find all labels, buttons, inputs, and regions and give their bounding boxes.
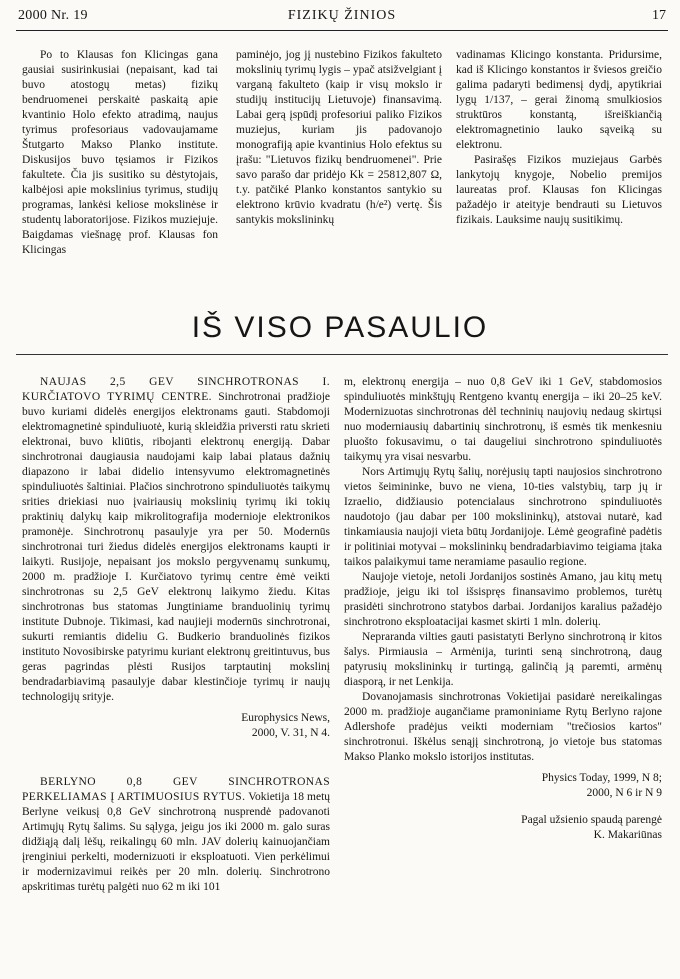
paragraph: Dovanojamasis sinchrotronas Vokietijai pasidarė nereikalingas 2000 m. pradžioje augančiame pramoniniame Rytų Berlyno rajone Adlershofe pradėjus veikti moderniam "trečiosios kartos" sinchrotronui. Iškėlus senąjį sinchrotroną, jo vietoje bus statomas Makso Planko mokslo istorijos institutas.	[344, 691, 662, 763]
section-title: IŠ VISO PASAULIO	[191, 311, 489, 344]
source-line: 2000, V. 31, N 4.	[251, 727, 330, 739]
top-column-1	[22, 48, 218, 258]
article-berlin-synchrotron	[22, 775, 330, 895]
article-headline: BERLYNO 0,8 GEV SINCHROTRONAS PERKELIAMAS Į ARTIMUOSIUS RYTUS.	[22, 776, 330, 803]
article-synchrotron-kurchatov	[22, 375, 330, 741]
article-source	[22, 711, 330, 741]
source-line: Europhysics News,	[241, 712, 330, 724]
article-body: Vokietija 18 metų Berlyne veikusį 0,8 GeV sinchrotroną nusprendė padovanoti Artimųjų Rytų šalims. Su sąlyga, jeigu jos iki 2000 m. galo suras didžiąją dalį lėšų, reikalingų 60 mln. JAV dolerių kainuojančiam įrenginiui perkelti, modernizuoti ir eksploatuoti. Vien perkėlimui ir modernizavimui reikės per 20 mln. dolerių. Sinchrotrono apskritimas turėtų palgėti nuo 62 m iki 101	[22, 791, 331, 893]
closing-credit	[344, 813, 662, 843]
credit-author: K. Makariūnas	[593, 829, 662, 841]
paragraph: vadinamas Klicingo konstanta. Pridursime, kad iš Klicingo konstantos ir šviesos greičio galima padaryti bedimensį dydį, apytikriai lygų 1/137, – gerai žinomą smulkiosios struktūros konstantą, išreiškiančią elektromagnetinio lauko sąveiką su elektronu.	[456, 49, 662, 151]
bottom-column-2	[344, 375, 662, 843]
paragraph: paminėjo, jog jį nustebino Fizikos fakulteto mokslinių tyrimų lygis – ypač atsižvelgiant į varganą fakulteto (kaip ir visų mokslo ir studijų institucijų Lietuvoje) finansavimą. Labai gerą įspūdį profesoriui paliko Fizikos muziejus, kuriam jis padovanojo monografiją apie kvantinius Holo efektus su įrašu: "Lietuvos fizikų bendruomenei". Prie savo parašo dar pridėjo Kk = 25812,807 Ω, t.y. patčiké Planko konstantos santykio su elektrono krūvio kvadratu (h/e²) vertę. Šis santykis mokslininkų	[236, 49, 442, 226]
paragraph: m, elektronų energija – nuo 0,8 GeV iki 1 GeV, stabdomosios spinduliuotės minkštųjų Rentgeno kvantų energija – iki 20–25 keV. Modernizuotas sinchrotronas dėl techninių naujovių nedaug skirtųsi nuo moderniausių dabartinių sinchrotronų, iš esmės tik menkesniu pluošto fokusavimu, o tai daugeliui sinchrotrono spinduliuotės taikymų yra visai nesvarbu.	[344, 376, 662, 463]
header-rule	[16, 30, 668, 31]
article-body: Sinchrotronai pradžioje buvo kuriami didelės energijos elektronams gauti. Stabdomoji elektromagnetinė spinduliuotė, kurią skleidžia priversti ratu skrieti elektronai, buvo kliūtis, ribojanti elektronų energiją. Dabar sinchrotronai daugiausia naudojami kaip labai plataus dažnių diapazono ir labai didelio intensyvumo elektromagnetinės spinduliuotės šaltiniai. Plačios sinchrotrono spinduliuotės taikymų srities driekiasi nuo įvairiausių mokslinių tyrimų iki tokių praktinių dalykų kaip mikrolitografija modernioje elektronikos pramonėje. Sinchrotronų pasaulyje yra per 50. Modernūs sinchrotronai turi žiedus didelės energijos elektronams kaupti ir laikyti. Rusijoje, nepaisant jos mokslo pergyvenamų sunkumų, 2000 m. pradžioje I. Kurčiatovo tyrimų centre ėmė veikti sinchrotronas su 2,5 GeV elektronų laikymo žiedu. Kitas sinchrotronas bus statomas Jungtiniame branduolinių tyrimų institute Dubnoje. Tikimasi, kad naujieji modernūs sinchrotronai, sukurti remiantis dideliu G. Budkerio branduolinės fizikos instituto Novosibirske patyrimu kuriant elektronų greitintuvus, bus geras pagrindas plėsti Rusijos tarptautinį mokslinį bendradarbiavimą pasaulyje dabar klestinčioje tyrimų ir naujų technologijų srityje.	[22, 391, 330, 703]
top-column-2	[236, 48, 442, 228]
paragraph: Po to Klausas fon Klicingas gana gausiai susirinkusiai (nepaisant, kad tai buvo atostogų metas) fizikų bendruomenei perskaitė paskaitą apie kvantinio Holo efekto atradimą, naujus tyrimus profesoriaus vadovaujamame Štutgarto Makso Planko institute. Diskusijos buvo tęsiamos ir Fizikos fakultete. Čia jis susitiko su dėstytojais, kalbėjosi apie mokslinius tyrimus, studijų programas, lankėsi keliose mokslinėse ir studentų laboratorijose. Fizikos muziejuje. Baigdamas viešnagę prof. Klausas fon Klicingas	[22, 49, 218, 256]
page-number: 17	[652, 8, 666, 23]
paragraph: Naujoje vietoje, netoli Jordanijos sostinės Amano, jau kitų metų pradžioje, jeigu iki tol išsispręs finansavimo problemos, turėtų prasidėti sinchrotrono statybos darbai. Jordanijos karalius pažadėjo sinchrotrono eksploatacijai kasmet skirti 1 mln. dolerių.	[344, 571, 662, 628]
source-line: 2000, N 6 ir N 9	[586, 787, 662, 799]
running-header	[18, 6, 666, 26]
credit-line: Pagal užsienio spaudą parengė	[521, 814, 662, 826]
source-line: Physics Today, 1999, N 8;	[541, 772, 662, 784]
bottom-column-1	[22, 375, 330, 895]
journal-title: FIZIKŲ ŽINIOS	[287, 8, 397, 23]
paragraph: Nepraranda vilties gauti pasistatyti Berlyno sinchrotroną ir kitos šalys. Pirmiausia – Armėnija, turinti seną sinchrotroną, daug patyrusių mokslininkų ir turtingą, galinčią ją paremti, armėnų diasporą, ir net Lenkija.	[344, 631, 662, 688]
paragraph: Pasirašęs Fizikos muziejaus Garbės lankytojų knygoje, Nobelio premijos laureatas prof. Klausas fon Klicingas pažadėjo ir ateityje bendrauti su Lietuvos fizikais. Lauksime naujų susitikimų.	[456, 154, 662, 226]
paragraph: Nors Artimųjų Rytų šalių, norėjusių tapti naujosios sinchrotrono vietos šeimininke, buvo ne viena, 10-ties valstybių, tarp jų ir Izraelio, didžiausio potencialaus sinchrotrono spinduliuotės naudotojo (jau dabar per 100 mokslininkų), atstovai nutarė, kad tinkamiausia naujoji vieta būtų Jordanijoje. Lėmė geografinė padėtis ir politiniai motyvai – mokslininkų bendradarbiavimo teigiama įtaka taikos palaikymui tame neramiame pasaulio regione.	[344, 466, 662, 568]
top-column-3	[456, 48, 662, 228]
section-rule	[16, 354, 668, 355]
issue-label: 2000 Nr. 19	[18, 8, 88, 23]
article-headline: NAUJAS 2,5 GEV SINCHROTRONAS I. KURČIATOVO TYRIMŲ CENTRE.	[22, 376, 330, 403]
article-source	[344, 771, 662, 801]
